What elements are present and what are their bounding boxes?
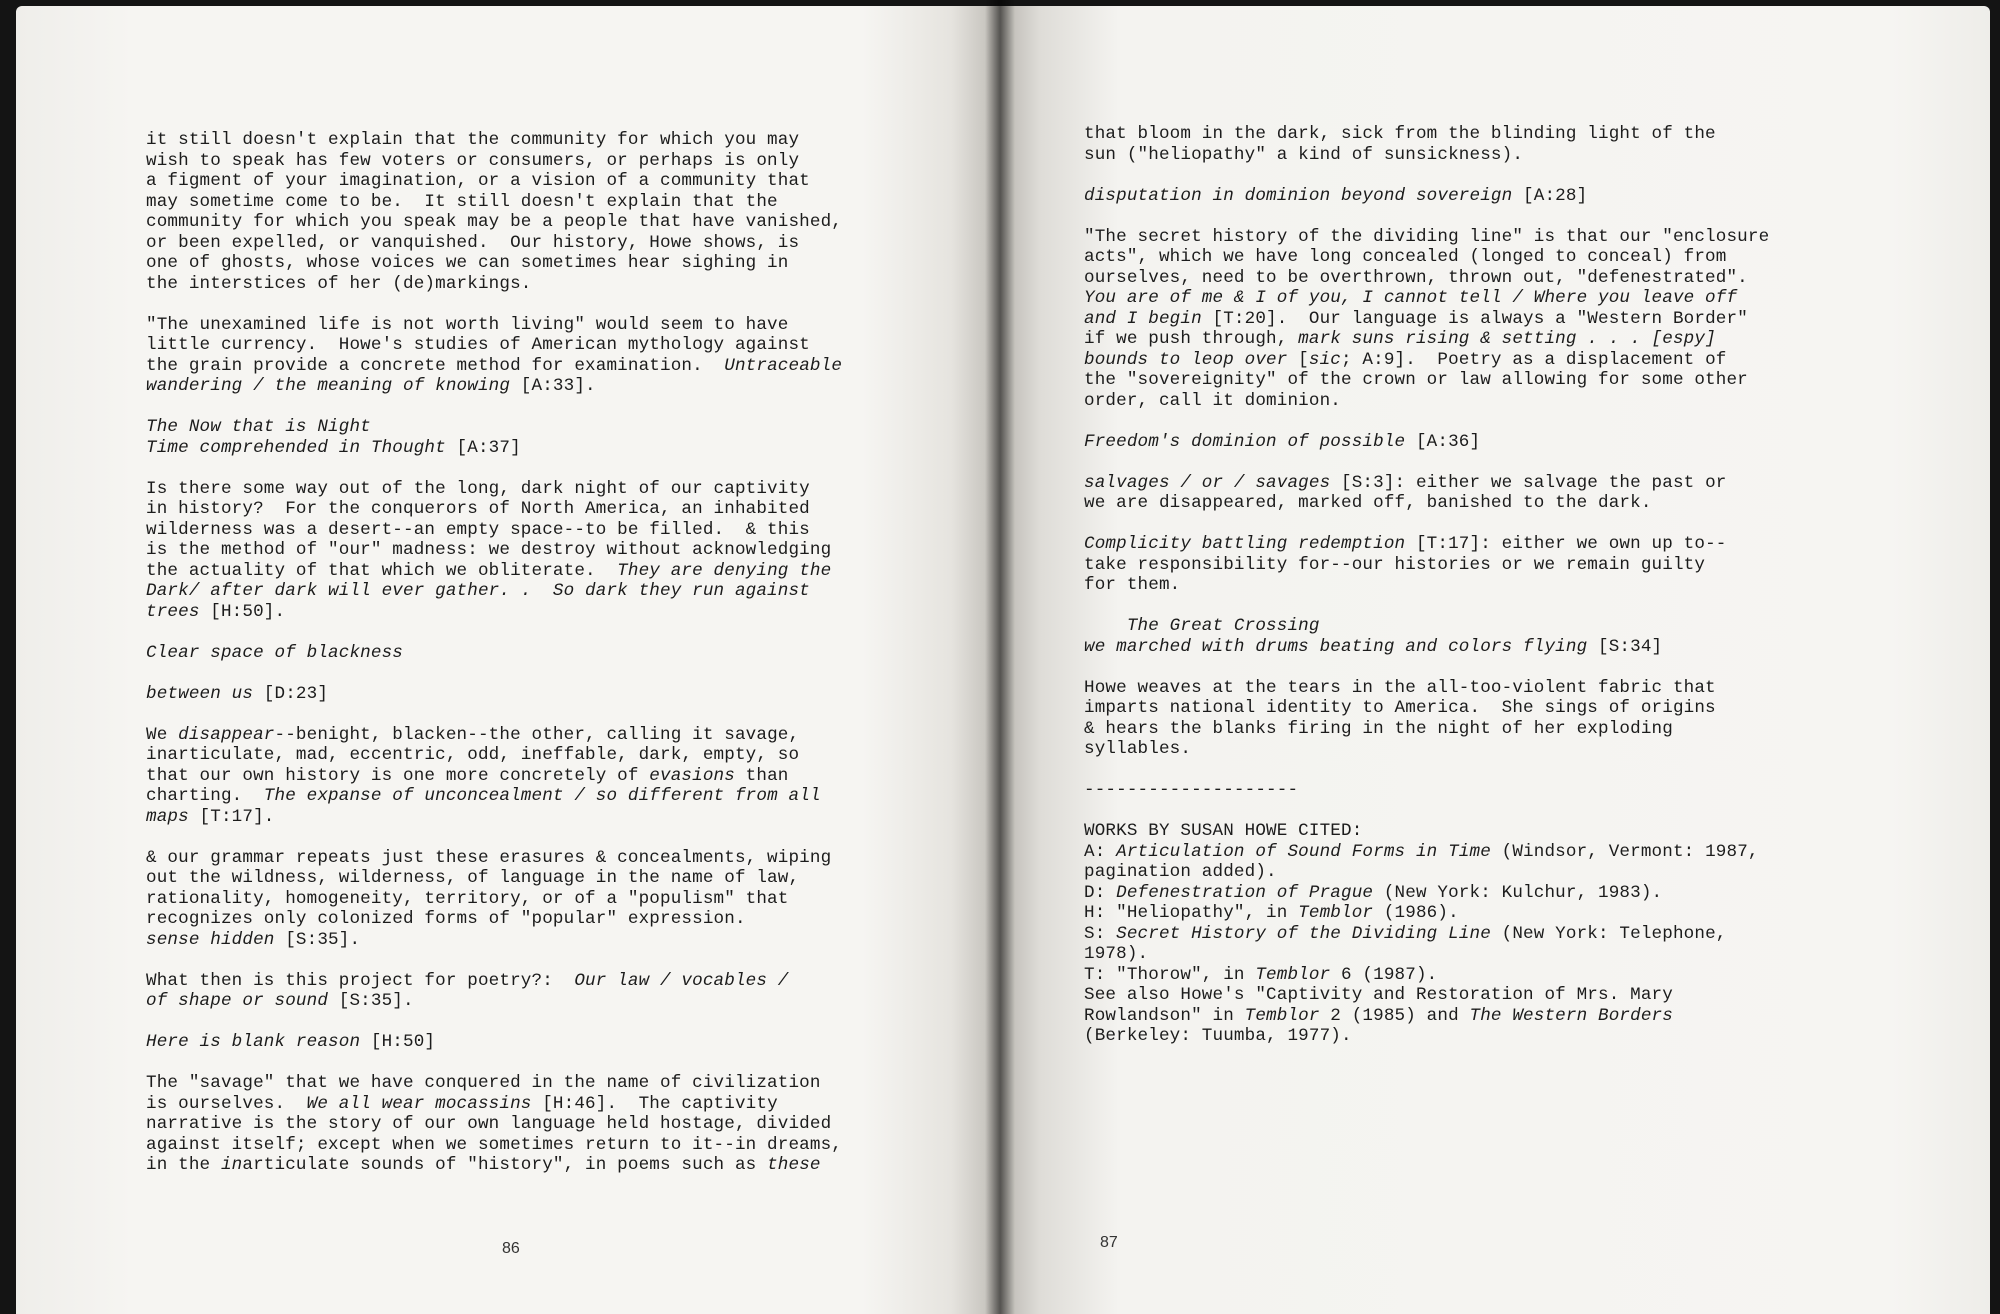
text-line	[146, 889, 842, 910]
text-line	[1084, 1006, 1769, 1027]
italic-text: salvages / or / savages	[1084, 472, 1331, 493]
left-paragraph	[146, 1032, 842, 1053]
italic-text: Dark/ after dark will ever gather. . So dark they run against	[146, 581, 810, 601]
italic-text: and I begin	[1084, 308, 1202, 329]
text-line	[1084, 370, 1769, 391]
text-line	[146, 1094, 842, 1115]
text-line	[146, 212, 842, 233]
roman-text: [A:36]	[1405, 431, 1481, 452]
text-line	[146, 909, 842, 930]
roman-text: that bloom in the dark, sick from the blinding light of the	[1084, 124, 1716, 144]
roman-text: [H:46]. The captivity	[531, 1093, 778, 1114]
text-line	[146, 417, 842, 438]
roman-text: "The secret history of the dividing line" is that our "enclosure	[1084, 226, 1770, 247]
roman-text: A:	[1084, 841, 1117, 862]
roman-text: we are disappeared, marked off, banished to the dark.	[1084, 493, 1652, 513]
text-line	[1084, 883, 1769, 904]
text-line	[1084, 247, 1769, 268]
roman-text: [A:28]	[1512, 185, 1588, 206]
text-line	[146, 130, 842, 151]
text-line	[1084, 985, 1769, 1006]
roman-text: wish to speak has few voters or consumers, or perhaps is only	[146, 150, 800, 171]
roman-text: (New York: Telephone,	[1490, 923, 1727, 944]
italic-text: Freedom's dominion of possible	[1084, 431, 1406, 452]
text-line	[1084, 288, 1769, 309]
text-line	[146, 1155, 842, 1176]
right-paragraph	[1084, 124, 1769, 165]
left-paragraph	[146, 848, 842, 951]
text-line	[1084, 780, 1769, 801]
text-line	[146, 540, 842, 561]
text-line	[146, 335, 842, 356]
text-line	[146, 786, 842, 807]
left-paragraph	[146, 417, 842, 458]
left-page-text	[146, 130, 842, 1196]
roman-text: the grain provide a concrete method for examination.	[146, 355, 725, 376]
italic-text: Defenestration of Prague	[1116, 882, 1374, 903]
italic-text: bounds to leop over	[1084, 349, 1288, 370]
italic-text: Temblor	[1244, 1005, 1320, 1026]
italic-text: Temblor	[1255, 964, 1331, 985]
roman-text: or been expelled, or vanquished. Our history, Howe shows, is	[146, 232, 800, 253]
roman-text: recognizes only colonized forms of "popular" expression.	[146, 909, 746, 929]
text-line	[146, 1073, 842, 1094]
italic-text: You are of me & I of you, I cannot tell / Where you leave off	[1084, 288, 1738, 308]
roman-text: it still doesn't explain that the community for which you may	[146, 130, 800, 150]
text-line	[146, 684, 842, 705]
text-line	[146, 315, 842, 336]
italic-text: disappear	[178, 724, 275, 745]
text-line	[1084, 493, 1769, 514]
roman-text	[1084, 616, 1127, 636]
roman-text: pagination added).	[1084, 862, 1277, 882]
roman-text: The "savage" that we have conquered in the name of civilization	[146, 1073, 821, 1093]
text-line	[146, 274, 842, 295]
text-line	[146, 1032, 842, 1053]
text-line	[146, 520, 842, 541]
text-line	[1084, 637, 1769, 658]
roman-text: D:	[1084, 882, 1117, 903]
roman-text: (Windsor, Vermont: 1987,	[1490, 841, 1759, 862]
roman-text: order, call it dominion.	[1084, 390, 1341, 411]
text-line	[146, 766, 842, 787]
roman-text: [	[1287, 349, 1309, 370]
roman-text: in the	[146, 1155, 221, 1175]
right-paragraph	[1084, 821, 1769, 1047]
roman-text: Howe weaves at the tears in the all-too-violent fabric that	[1084, 677, 1716, 698]
roman-text: for them.	[1084, 575, 1181, 595]
roman-text: --benight, blacken--the other, calling it savage,	[274, 724, 800, 745]
right-paragraph	[1084, 678, 1769, 760]
roman-text: T: "Thorow", in	[1084, 964, 1256, 985]
left-paragraph	[146, 315, 842, 397]
roman-text: See also Howe's "Captivity and Restoration of Mrs. Mary	[1084, 985, 1673, 1005]
text-line	[1084, 227, 1769, 248]
roman-text: 1978).	[1084, 944, 1149, 964]
text-line	[1084, 309, 1769, 330]
text-line	[146, 807, 842, 828]
text-line	[146, 848, 842, 869]
text-line	[1084, 350, 1769, 371]
roman-text: if we push through,	[1084, 329, 1299, 349]
left-paragraph	[146, 1073, 842, 1176]
italic-text: Untraceable	[724, 355, 843, 376]
roman-text: out the wildness, wilderness, of language in the name of law,	[146, 868, 800, 888]
roman-text: [S:3]: either we salvage the past or	[1330, 472, 1727, 493]
roman-text: than	[734, 765, 789, 786]
italic-text: The Now that is Night	[146, 417, 371, 437]
roman-text: "The unexamined life is not worth living" would seem to have	[146, 314, 789, 335]
roman-text: articulate sounds of "history", in poems such as	[242, 1155, 768, 1175]
roman-text: S:	[1084, 923, 1117, 944]
text-line	[146, 479, 842, 500]
italic-text: Our law / vocables /	[574, 970, 789, 991]
roman-text: [H:50].	[199, 601, 286, 622]
roman-text: the "sovereignity" of the crown or law allowing for some other	[1084, 370, 1748, 390]
roman-text: rationality, homogeneity, territory, or of a "populism" that	[146, 888, 789, 909]
roman-text: 6 (1987).	[1330, 964, 1438, 985]
left-paragraph	[146, 643, 842, 664]
text-line	[1084, 944, 1769, 965]
text-line	[1084, 124, 1769, 145]
italic-text: Here is blank reason	[146, 1032, 361, 1052]
text-line	[1084, 268, 1769, 289]
text-line	[146, 602, 842, 623]
roman-text: narrative is the story of our own language held hostage, divided	[146, 1114, 832, 1134]
text-line	[1084, 616, 1769, 637]
roman-text: is ourselves.	[146, 1093, 307, 1114]
text-line	[146, 581, 842, 602]
italic-text: Temblor	[1298, 903, 1374, 923]
roman-text: acts", which we have long concealed (longed to conceal) from	[1084, 247, 1727, 267]
text-line	[1084, 965, 1769, 986]
text-line	[146, 253, 842, 274]
italic-text: trees	[146, 601, 200, 622]
roman-text: [S:34]	[1587, 636, 1663, 657]
italic-text: wandering / the meaning of knowing	[146, 376, 511, 396]
roman-text: Rowlandson" in	[1084, 1005, 1245, 1026]
roman-text: [S:35].	[274, 929, 361, 950]
italic-text: Clear space of blackness	[146, 642, 403, 663]
roman-text: [T:20]. Our language is always a "Western Border"	[1201, 308, 1748, 329]
text-line	[1084, 432, 1769, 453]
text-line	[1084, 821, 1769, 842]
roman-text: [A:37]	[445, 437, 521, 458]
text-line	[146, 499, 842, 520]
roman-text: a figment of your imagination, or a vision of a community that	[146, 171, 810, 191]
text-line	[1084, 719, 1769, 740]
roman-text: Is there some way out of the long, dark night of our captivity	[146, 478, 810, 499]
roman-text: [A:33].	[510, 376, 596, 396]
roman-text: --------------------	[1084, 780, 1299, 800]
text-line	[1084, 391, 1769, 412]
italic-text: Complicity battling redemption	[1084, 534, 1406, 554]
right-paragraph	[1084, 432, 1769, 453]
page-number-right: 87	[1100, 1234, 1118, 1251]
left-paragraph	[146, 725, 842, 828]
text-line	[1084, 555, 1769, 576]
roman-text: & our grammar repeats just these erasures & concealments, wiping	[146, 847, 832, 868]
italic-text: maps	[146, 806, 189, 827]
roman-text: & hears the blanks firing in the night of her exploding	[1084, 718, 1673, 739]
roman-text: What then is this project for poetry?:	[146, 970, 575, 991]
italic-text: disputation in dominion beyond sovereign	[1084, 185, 1513, 206]
italic-text: They are denying the	[617, 560, 832, 581]
roman-text: 2 (1985) and	[1319, 1005, 1470, 1026]
text-line	[1084, 145, 1769, 166]
right-paragraph	[1084, 186, 1769, 207]
left-paragraph	[146, 130, 842, 294]
roman-text: inarticulate, mad, eccentric, odd, ineffable, dark, empty, so	[146, 745, 800, 765]
text-line	[146, 868, 842, 889]
left-page	[16, 6, 1000, 1314]
right-paragraph	[1084, 473, 1769, 514]
italic-text: sense hidden	[146, 929, 275, 950]
right-paragraph	[1084, 227, 1769, 412]
roman-text: wilderness was a desert--an empty space--to be filled. & this	[146, 519, 810, 540]
italic-text: in	[220, 1155, 243, 1175]
text-line	[1084, 739, 1769, 760]
text-line	[1084, 678, 1769, 699]
italic-text: sic	[1308, 349, 1341, 370]
roman-text: We	[146, 724, 179, 745]
roman-text: ourselves, need to be overthrown, thrown out, "defenestrated".	[1084, 267, 1748, 288]
text-line	[146, 930, 842, 951]
italic-text: The Western Borders	[1469, 1005, 1673, 1026]
text-line	[146, 233, 842, 254]
roman-text: (1986).	[1373, 903, 1459, 923]
left-paragraph	[146, 479, 842, 623]
roman-text: little currency. Howe's studies of American mythology against	[146, 335, 810, 355]
roman-text: sun ("heliopathy" a kind of sunsickness).	[1084, 144, 1524, 165]
roman-text: may sometime come to be. It still doesn't explain that the	[146, 191, 778, 212]
roman-text: the interstices of her (de)markings.	[146, 273, 532, 294]
italic-text: these	[767, 1155, 821, 1175]
text-line	[1084, 575, 1769, 596]
roman-text: take responsibility for--our histories or we remain guilty	[1084, 554, 1706, 575]
roman-text: the actuality of that which we obliterate.	[146, 560, 618, 581]
roman-text: syllables.	[1084, 739, 1192, 759]
italic-text: Articulation of Sound Forms in Time	[1116, 841, 1491, 862]
roman-text: in history? For the conquerors of North America, an inhabited	[146, 499, 810, 519]
left-paragraph	[146, 684, 842, 705]
roman-text: WORKS BY SUSAN HOWE CITED:	[1084, 821, 1363, 841]
text-line	[146, 971, 842, 992]
page-number-left: 86	[502, 1240, 520, 1257]
italic-text: between us	[146, 683, 254, 704]
roman-text: [D:23]	[253, 683, 329, 704]
text-line	[146, 1114, 842, 1135]
roman-text: imparts national identity to America. She sings of origins	[1084, 698, 1716, 718]
roman-text: one of ghosts, whose voices we can sometimes hear sighing in	[146, 253, 789, 273]
right-page-text	[1084, 124, 1769, 1067]
text-line	[1084, 186, 1769, 207]
italic-text: Time comprehended in Thought	[146, 437, 446, 458]
text-line	[1084, 329, 1769, 350]
text-line	[1084, 842, 1769, 863]
text-line	[146, 561, 842, 582]
italic-text: Secret History of the Dividing Line	[1116, 923, 1491, 944]
italic-text: of shape or sound	[146, 991, 329, 1011]
text-line	[146, 991, 842, 1012]
text-line	[146, 745, 842, 766]
text-line	[146, 171, 842, 192]
right-paragraph	[1084, 780, 1769, 801]
roman-text: [T:17]: either we own up to--	[1405, 534, 1727, 554]
text-line	[1084, 862, 1769, 883]
roman-text: community for which you speak may be a people that have vanished,	[146, 212, 843, 232]
text-line	[1084, 534, 1769, 555]
italic-text: mark suns rising & setting . . . [espy]	[1298, 329, 1716, 349]
left-paragraph	[146, 971, 842, 1012]
italic-text: we marched with drums beating and colors flying	[1084, 636, 1588, 657]
roman-text: that our own history is one more concretely of	[146, 765, 650, 786]
roman-text: (New York: Kulchur, 1983).	[1373, 882, 1663, 903]
roman-text: is the method of "our" madness: we destroy without acknowledging	[146, 540, 832, 560]
text-line	[146, 643, 842, 664]
roman-text: [S:35].	[328, 991, 414, 1011]
right-paragraph	[1084, 534, 1769, 596]
italic-text: evasions	[649, 765, 735, 786]
roman-text: H: "Heliopathy", in	[1084, 903, 1299, 923]
text-line	[146, 725, 842, 746]
text-line	[1084, 903, 1769, 924]
roman-text: ; A:9]. Poetry as a displacement of	[1341, 349, 1727, 370]
roman-text: [T:17].	[188, 806, 275, 827]
text-line	[1084, 698, 1769, 719]
text-line	[146, 192, 842, 213]
text-line	[146, 151, 842, 172]
roman-text: against itself; except when we sometimes return to it--in dreams,	[146, 1134, 843, 1155]
italic-text: The expanse of unconcealment / so different from all	[263, 786, 821, 806]
text-line	[146, 356, 842, 377]
roman-text: [H:50]	[360, 1032, 436, 1052]
text-line	[146, 1135, 842, 1156]
roman-text: (Berkeley: Tuumba, 1977).	[1084, 1026, 1352, 1046]
text-line	[1084, 1026, 1769, 1047]
right-paragraph	[1084, 616, 1769, 657]
right-page	[1000, 6, 1990, 1314]
text-line	[146, 438, 842, 459]
roman-text: charting.	[146, 786, 264, 806]
text-line	[146, 376, 842, 397]
text-line	[1084, 473, 1769, 494]
text-line	[1084, 924, 1769, 945]
italic-text: The Great Crossing	[1126, 616, 1320, 636]
italic-text: We all wear mocassins	[306, 1093, 532, 1114]
